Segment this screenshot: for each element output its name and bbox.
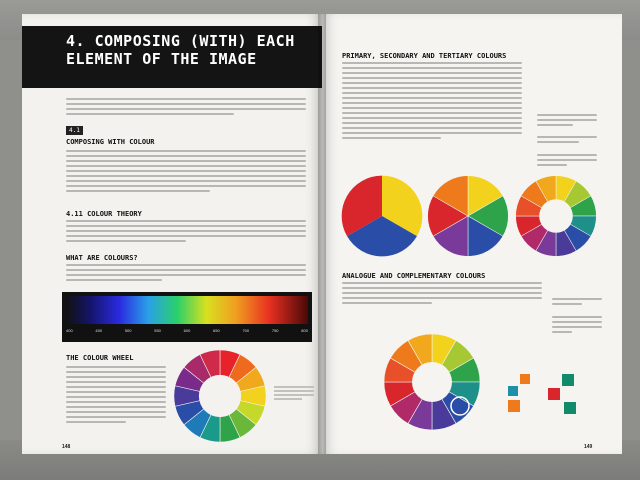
spectrum-label: 450 xyxy=(95,328,103,333)
section-tag: 4.1 xyxy=(66,126,83,135)
book-spine xyxy=(318,14,326,454)
spectrum-labels xyxy=(66,328,308,338)
wheel-paragraph xyxy=(66,366,166,426)
primary-colour-wheel xyxy=(340,174,424,258)
wheel-heading: THE COLOUR WHEEL xyxy=(66,354,134,362)
complementary-square-teal xyxy=(564,402,576,414)
secondary-caption xyxy=(537,136,597,146)
spectrum-label: 550 xyxy=(154,328,161,333)
what-heading: WHAT ARE COLOURS? xyxy=(66,254,138,262)
analogue-colour-wheel xyxy=(382,332,482,432)
right-page-number: 149 xyxy=(584,444,593,450)
complementary-square-orange-small xyxy=(520,374,530,384)
colour-paragraph xyxy=(66,150,306,195)
spectrum-label: 800 xyxy=(301,328,308,333)
analogue-heading: ANALOGUE AND COMPLEMENTARY COLOURS xyxy=(342,272,486,280)
complementary-caption xyxy=(552,316,602,336)
spectrum-label: 500 xyxy=(124,328,132,333)
secondary-colour-wheel xyxy=(426,174,510,258)
primary-heading: PRIMARY, SECONDARY AND TERTIARY COLOURS xyxy=(342,52,507,60)
what-paragraph xyxy=(66,264,306,284)
chapter-title: 4. COMPOSING (WITH) EACH ELEMENT OF THE IMAGE xyxy=(66,32,295,68)
complementary-square-orange xyxy=(508,400,520,412)
right-page xyxy=(322,14,622,454)
complementary-square-green xyxy=(562,374,574,386)
spectrum-label: 750 xyxy=(271,328,279,333)
figure-caption-wheel xyxy=(274,386,314,402)
analogue-paragraph xyxy=(342,282,542,307)
light-spectrum xyxy=(62,292,312,342)
tertiary-caption xyxy=(537,154,597,169)
spectrum-label: 400 xyxy=(66,328,73,333)
primary-caption xyxy=(537,114,597,129)
section-heading: COMPOSING WITH COLOUR xyxy=(66,138,155,146)
primary-paragraph xyxy=(342,62,522,142)
spectrum-label: 650 xyxy=(213,328,220,333)
colour-wheel-large xyxy=(172,348,268,444)
spectrum-gradient xyxy=(66,296,308,324)
analogue-caption xyxy=(552,298,602,308)
complementary-square-blue-small xyxy=(508,386,518,396)
theory-heading: 4.11 COLOUR THEORY xyxy=(66,210,142,218)
left-page xyxy=(22,14,322,454)
tertiary-colour-wheel xyxy=(514,174,598,258)
theory-paragraph xyxy=(66,220,306,245)
spectrum-label: 700 xyxy=(242,328,250,333)
left-page-number: 148 xyxy=(62,444,71,450)
spectrum-label: 600 xyxy=(183,328,191,333)
complementary-square-red xyxy=(548,388,560,400)
book-spread xyxy=(22,14,622,454)
intro-paragraph xyxy=(66,98,306,118)
